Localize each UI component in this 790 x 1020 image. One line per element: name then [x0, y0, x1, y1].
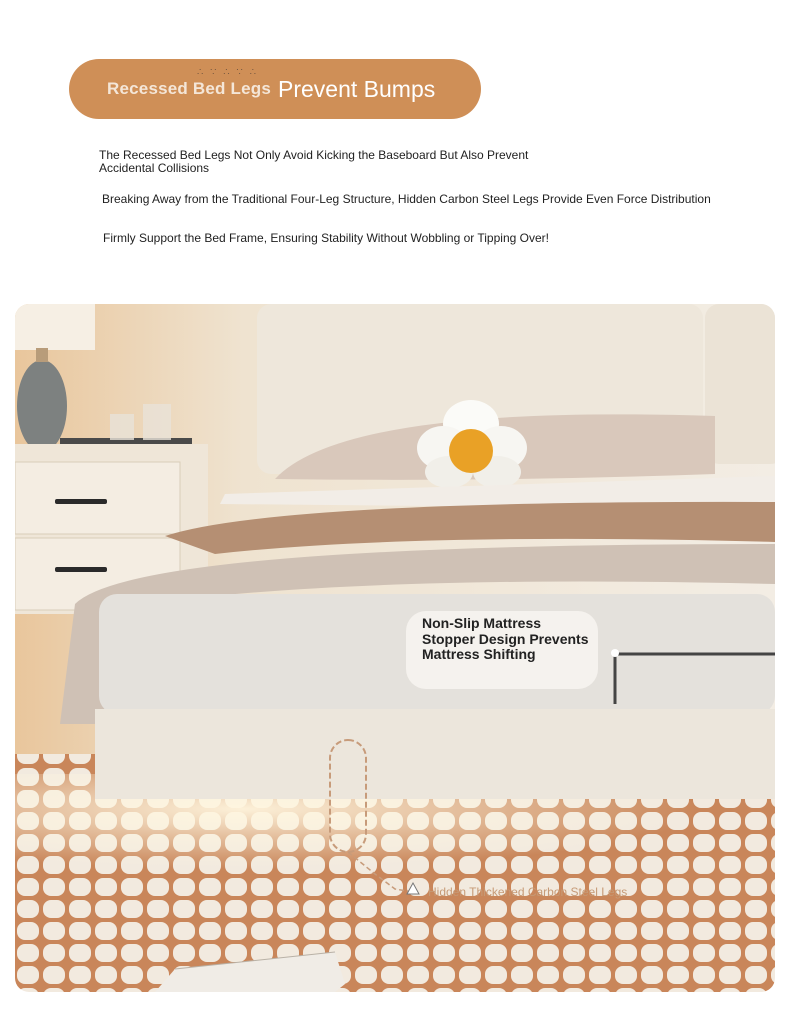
bed-photo [15, 304, 775, 992]
mattress-stopper-callout [406, 611, 598, 689]
legs-label: Hidden Thickened Carbon Steel Legs [428, 885, 628, 899]
description-line-1: The Recessed Bed Legs Not Only Avoid Kicking the Baseboard But Also Prevent Accidental Collisions [99, 148, 529, 175]
bed-illustration [15, 304, 775, 992]
description-line-2: Breaking Away from the Traditional Four-Leg Structure, Hidden Carbon Steel Legs Provide Even Force Distribution [102, 192, 711, 206]
badge-left-text: Recessed Bed Legs [107, 79, 272, 98]
callout-text: Non-Slip Mattress Stopper Design Prevents Mattress Shifting [422, 615, 589, 662]
badge-right-text: Prevent Bumps [278, 76, 436, 102]
decorative-glyphs-icon: ∴ ∵ ∴ ∵ ∴ [197, 67, 258, 78]
feature-badge [69, 59, 481, 119]
description-line-3: Firmly Support the Bed Frame, Ensuring Stability Without Wobbling or Tipping Over! [103, 231, 549, 245]
